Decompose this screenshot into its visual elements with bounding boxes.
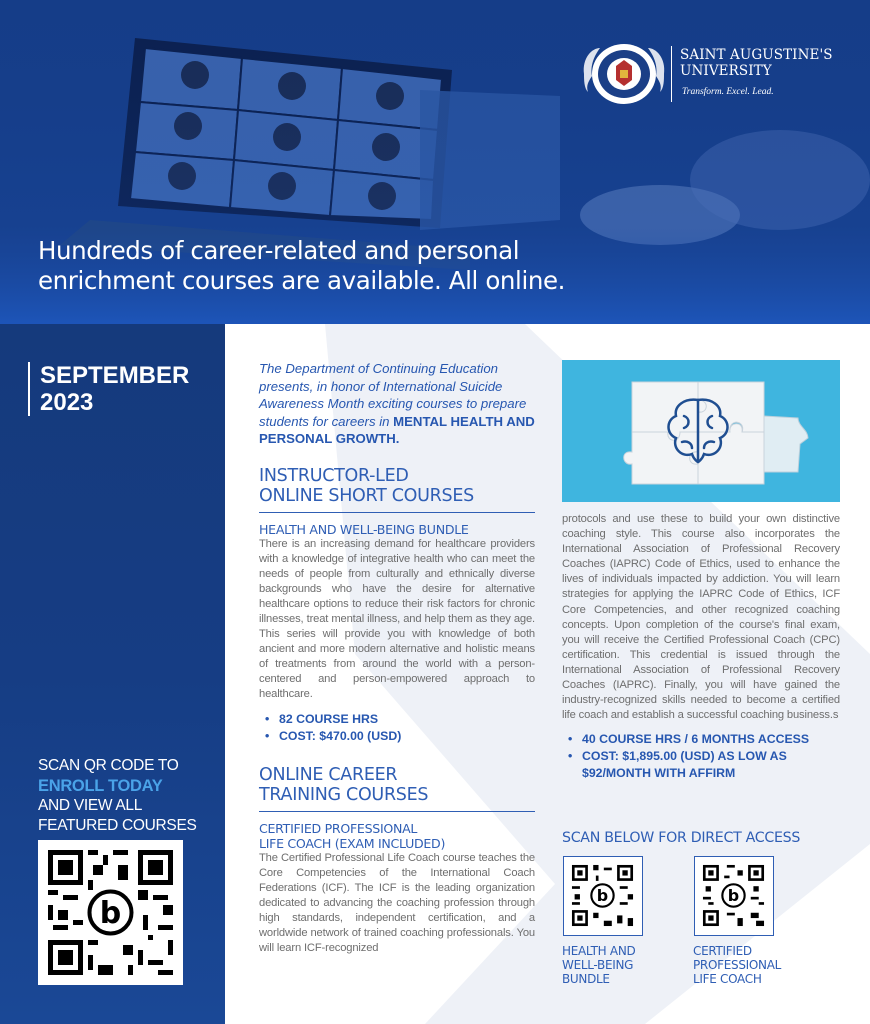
course-title-health-bundle: HEALTH AND WELL-BEING BUNDLE [259,521,469,537]
qr-code-icon [38,840,183,985]
scan-line3: AND VIEW ALL [38,797,143,814]
health-bundle-qr-caption [562,944,635,986]
qr2-caption-line1: CERTIFIED [693,944,752,958]
section2-title-line2: TRAINING COURSES [259,784,429,805]
university-name-line1: SAINT AUGUSTINE'S [680,47,833,63]
health-bundle-hours: • 82 COURSE HRS [259,711,535,728]
section2-title-line1: ONLINE CAREER [259,764,398,785]
scan-line1: SCAN QR CODE TO [38,757,179,774]
enroll-qr-code[interactable] [38,840,183,985]
puzzle-brain-icon [562,360,840,502]
university-name [680,47,833,79]
university-logo [578,42,848,106]
month-label: SEPTEMBER [40,362,190,389]
life-coach-qr-caption [693,944,781,986]
university-motto: Transform. Excel. Lead. [682,87,774,97]
scan-cta [38,756,197,836]
year-label: 2023 [40,389,94,416]
month-badge [28,362,189,416]
life-coach-qr-code[interactable] [694,856,774,936]
life-coach-hours: • 40 COURSE HRS / 6 MONTHS ACCESS [562,731,840,748]
tagline-line1: Hundreds of career-related and personal [38,236,520,265]
qr1-caption-line2: WELL-BEING [562,958,634,972]
health-bundle-qr-code[interactable] [563,856,643,936]
hero-tagline [38,236,598,296]
qr1-caption-line3: BUNDLE [562,972,610,986]
life-coach-description-continued: protocols and use these to build your own distinctive coaching style. This course also incorporates the International Association of Professional Recovery Coaches (IAPRC) Code of Ethics, used to enhance the lives of individuals impacted by addiction. You will learn strategies for applying the IAPRC Code of Ethics, ICF Core Competencies, and other recognized coaching concepts. Upon completion of the course's final exam, you will receive the Certified Professional Coach (CPC) certification. This credential is issued through the International Association of Professional Recovery Coaches (IAPRC). Finally, you will have gained the industry-recognized skills needed to become a certified life coach and establish a successful coaching business.s [562,513,840,722]
university-seal-icon [578,42,670,106]
scan-line4: FEATURED COURSES [38,817,197,834]
qr-code-icon [564,857,641,934]
section1-title-line1: INSTRUCTOR-LED [259,465,409,486]
health-bundle-cost: • COST: $470.00 (USD) [259,728,535,745]
puzzle-brain-image [562,360,840,502]
intro-emphasis: MENTAL HEALTH AND PERSONAL GROWTH. [259,413,535,446]
intro-paragraph [259,360,535,448]
life-coach-cost: • COST: $1,895.00 (USD) AS LOW AS $92/MONTH WITH AFFIRM [562,748,840,782]
section1-title-line2: ONLINE SHORT COURSES [259,485,474,506]
qr2-caption-line2: PROFESSIONAL [693,958,781,972]
hero-banner [0,0,870,324]
tagline-line2: enrichment courses are available. All online. [38,266,566,295]
life-coach-title-line2: LIFE COACH (EXAM INCLUDED) [259,835,446,851]
svg-text:b: b [99,896,122,931]
scan-direct-access-heading: SCAN BELOW FOR DIRECT ACCESS [562,830,801,846]
left-sidebar [0,324,225,1024]
section-title-career-training [259,765,535,812]
qr-code-icon [695,857,772,934]
life-coach-description: The Certified Professional Life Coach course teaches the Core Competencies of the International Coach Federations (ICF). The ICF is the leading organization dedicated to advancing the coaching profession through high standards, independent certification, and a worldwide network of trained coaching professionals. You will learn ICF-recognized [259,851,535,955]
main-content [225,324,870,1024]
life-coach-title-line1: CERTIFIED PROFESSIONAL [259,820,418,836]
section-title-short-courses [259,466,535,513]
course-title-life-coach [259,821,535,851]
health-bundle-details [259,711,535,745]
svg-text:b: b [596,886,609,906]
life-coach-details [562,731,840,782]
logo-divider [671,46,672,102]
health-bundle-description: There is an increasing demand for healthcare providers with a knowledge of integrative health who can meet the needs of people from culturally and ethnically diverse backgrounds who have the desire for alternative healthcare options to reduce their risk factors for chronic illnesses, treat mental illness, and help them as they age. This series will provide you with knowledge of both ancient and more modern alternative and holistic means of treatments from around the world with a person-centered and person-empowered approach to healthcare. [259,537,535,701]
qr2-caption-line3: LIFE COACH [693,972,762,986]
qr1-caption-line1: HEALTH AND [562,944,636,958]
university-name-line2: UNIVERSITY [680,63,772,79]
intro-text: The Department of Continuing Education presents, in honor of International Suicide Awareness Month exciting courses to prepare students for careers in [259,361,527,429]
svg-text:b: b [727,886,740,906]
left-column [259,360,535,956]
right-column [562,512,840,782]
enroll-today-label: ENROLL TODAY [38,777,163,795]
